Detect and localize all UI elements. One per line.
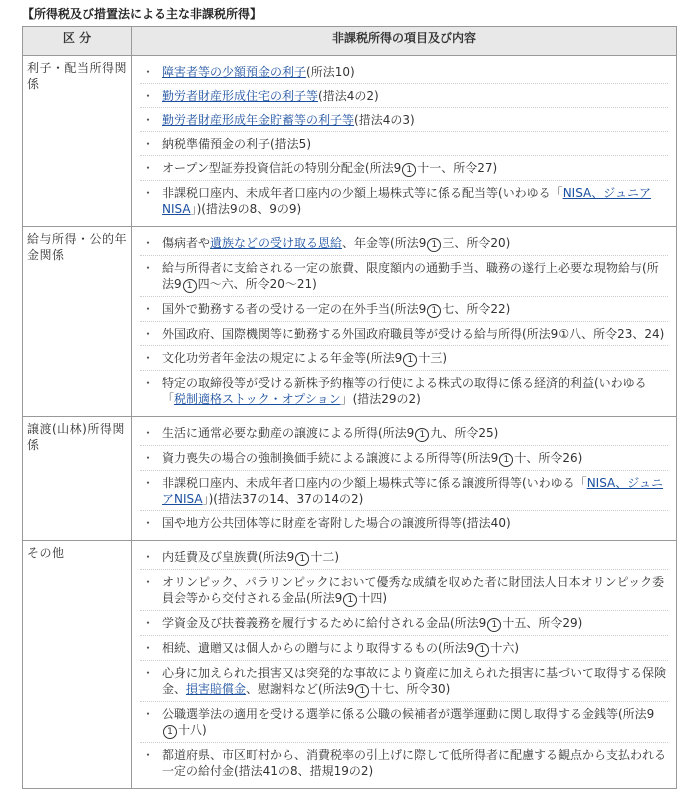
- table-row: [23, 541, 677, 789]
- list-item: [140, 615, 668, 636]
- bullet-icon: ・: [142, 707, 155, 721]
- item-text: 心身に加えられた損害又は突発的な事故により資産に加えられた損害に基づいて取得する保険金、: [162, 666, 667, 696]
- bullet-icon: ・: [142, 302, 155, 316]
- circled-number: 1: [403, 353, 417, 367]
- item-text: 」(措法29の2): [340, 392, 421, 406]
- list-item: [140, 136, 668, 156]
- list-item: [140, 260, 668, 297]
- category-cell: 利子・配当所得関係: [23, 56, 132, 227]
- bullet-icon: ・: [142, 616, 155, 630]
- item-list: [140, 549, 668, 782]
- list-item: [140, 747, 668, 782]
- table-body: [23, 56, 677, 789]
- item-text: 十七、所令30): [370, 682, 451, 696]
- bullet-icon: ・: [142, 748, 155, 762]
- list-item: [140, 350, 668, 371]
- item-text: 給与所得者に支給される一定の旅費、限度額内の通勤手当、職務の遂行上必要な現物給与(所法9: [162, 261, 659, 291]
- circled-number: 1: [415, 428, 429, 442]
- table-row: [23, 56, 677, 227]
- circled-number: 1: [499, 453, 513, 467]
- item-text: 内廷費及び皇族費(所法9: [162, 550, 295, 564]
- bullet-icon: ・: [142, 476, 155, 490]
- item-text: 七、所令22): [442, 302, 511, 316]
- item-text: 十一、所令27): [417, 161, 498, 175]
- bullet-icon: ・: [142, 89, 155, 103]
- item-text: (所法10): [306, 65, 355, 79]
- circled-number: 1: [355, 684, 369, 698]
- item-text: 十四): [358, 591, 388, 605]
- bullet-icon: ・: [142, 666, 155, 680]
- item-text: 十二): [310, 550, 340, 564]
- item-text: 傷病者や: [162, 236, 211, 250]
- circled-number: 1: [402, 163, 416, 177]
- item-text: 十三): [418, 351, 448, 365]
- bullet-icon: ・: [142, 261, 155, 275]
- item-text: 十八): [178, 723, 207, 737]
- document-title: 【所得税及び措置法による主な非課税所得】: [22, 7, 263, 21]
- list-item: [140, 640, 668, 661]
- bullet-icon: ・: [142, 236, 155, 250]
- item-text: 資力喪失の場合の強制換価手続による譲渡による所得等(所法9: [162, 451, 499, 465]
- item-text: 十五、所令29): [502, 616, 583, 630]
- bullet-icon: ・: [142, 351, 155, 365]
- bullet-icon: ・: [142, 641, 155, 655]
- item-text: 」)(措法37の14、37の14の2): [202, 492, 364, 506]
- circled-number: 1: [427, 238, 441, 252]
- item-text: 学資金及び扶養義務を履行するために給付される金品(所法9: [162, 616, 487, 630]
- item-text: 、慰謝料など(所法9: [246, 682, 355, 696]
- circled-number: 1: [487, 618, 501, 632]
- item-text: 特定の取締役等が受ける新株予約権等の行使による株式の取得に係る経済的利益(いわゆる「: [162, 376, 647, 406]
- bullet-icon: ・: [142, 575, 155, 589]
- header-category: 区 分: [23, 27, 132, 56]
- category-cell: 給与所得・公的年金関係: [23, 227, 132, 417]
- item-text: 三、所令20): [442, 236, 511, 250]
- table-header-row: [23, 27, 677, 56]
- item-link[interactable]: 税制適格ストック・オプション: [174, 392, 341, 406]
- item-text: 外国政府、国際機関等に勤務する外国政府職員等が受ける給与所得(所法9①八、所令23、24): [162, 327, 665, 341]
- list-item: [140, 301, 668, 322]
- bullet-icon: ・: [142, 550, 155, 564]
- item-text: 九、所令25): [430, 426, 499, 440]
- item-text: (措法4の3): [354, 113, 415, 127]
- item-link[interactable]: 勤労者財産形成年金貯蓄等の利子等: [162, 113, 355, 127]
- item-text: 十六): [490, 641, 520, 655]
- item-text: (措法4の2): [318, 89, 379, 103]
- bullet-icon: ・: [142, 451, 155, 465]
- list-item: [140, 574, 668, 611]
- bullet-icon: ・: [142, 376, 155, 390]
- items-cell: [132, 541, 677, 789]
- table-row: [23, 227, 677, 417]
- list-item: [140, 235, 668, 256]
- circled-number: 1: [295, 552, 309, 566]
- bullet-icon: ・: [142, 65, 155, 79]
- items-cell: [132, 56, 677, 227]
- item-list: [140, 425, 668, 534]
- list-item: [140, 665, 668, 702]
- tax-exempt-table: [22, 26, 677, 789]
- item-list: [140, 235, 668, 410]
- circled-number: 1: [475, 643, 489, 657]
- list-item: [140, 160, 668, 181]
- item-text: 国や地方公共団体等に財産を寄附した場合の譲渡所得等(措法40): [162, 516, 511, 530]
- item-text: 納税準備預金の利子(措法5): [162, 137, 311, 151]
- header-items: 非課税所得の項目及び内容: [132, 27, 677, 56]
- item-text: 国外で勤務する者の受ける一定の在外手当(所法9: [162, 302, 427, 316]
- bullet-icon: ・: [142, 113, 155, 127]
- item-text: 四～六、所令20～21): [197, 277, 317, 291]
- bullet-icon: ・: [142, 186, 155, 200]
- circled-number: 1: [163, 725, 177, 739]
- list-item: [140, 88, 668, 108]
- bullet-icon: ・: [142, 137, 155, 151]
- item-text: 文化功労者年金法の規定による年金等(所法9: [162, 351, 403, 365]
- item-text: 非課税口座内、未成年者口座内の少額上場株式等に係る配当等(いわゆる「: [162, 186, 563, 200]
- circled-number: 1: [183, 279, 197, 293]
- item-text: 十、所令26): [514, 451, 583, 465]
- item-link[interactable]: NISA、ジュニアNISA: [162, 476, 664, 506]
- list-item: [140, 64, 668, 84]
- item-list: [140, 64, 668, 220]
- item-text: 生活に通常必要な動産の譲渡による所得(所法9: [162, 426, 415, 440]
- items-cell: [132, 227, 677, 417]
- item-link[interactable]: 勤労者財産形成住宅の利子等: [162, 89, 319, 103]
- bullet-icon: ・: [142, 327, 155, 341]
- item-text: オープン型証券投資信託の特別分配金(所法9: [162, 161, 402, 175]
- item-link[interactable]: 損害賠償金: [186, 682, 247, 696]
- item-text: 公職選挙法の適用を受ける選挙に係る公職の候補者が選挙運動に関し取得する金銭等(所法9: [162, 707, 655, 721]
- item-text: オリンピック、パラリンピックにおいて優秀な成績を収めた者に財団法人日本オリンピック委員会等から交付される金品(所法9: [162, 575, 665, 605]
- circled-number: 1: [343, 593, 357, 607]
- category-cell: 譲渡(山林)所得関係: [23, 417, 132, 541]
- table-row: [23, 417, 677, 541]
- circled-number: 1: [427, 304, 441, 318]
- list-item: [140, 326, 668, 346]
- bullet-icon: ・: [142, 516, 155, 530]
- list-item: [140, 185, 668, 220]
- items-cell: [132, 417, 677, 541]
- item-text: 都道府県、市区町村から、消費税率の引上げに際して低所得者に配慮する観点から支払われる一定の給付金(措法41の8、措規19の2): [162, 748, 667, 778]
- list-item: [140, 450, 668, 471]
- list-item: [140, 475, 668, 511]
- list-item: [140, 425, 668, 446]
- document: [22, 6, 677, 789]
- item-text: 、年金等(所法9: [342, 236, 427, 250]
- item-link[interactable]: 障害者等の少額預金の利子: [162, 65, 307, 79]
- list-item: [140, 112, 668, 132]
- list-item: [140, 515, 668, 534]
- item-text: 非課税口座内、未成年者口座内の少額上場株式等に係る譲渡所得等(いわゆる「: [162, 476, 587, 490]
- bullet-icon: ・: [142, 426, 155, 440]
- bullet-icon: ・: [142, 161, 155, 175]
- list-item: [140, 549, 668, 570]
- item-link[interactable]: 遺族などの受け取る恩給: [210, 236, 343, 250]
- item-text: 」)(措法9の8、9の9): [190, 202, 302, 216]
- category-cell: その他: [23, 541, 132, 789]
- list-item: [140, 375, 668, 410]
- list-item: [140, 706, 668, 743]
- item-link[interactable]: NISA、ジュニアNISA: [162, 186, 652, 216]
- item-text: 相続、遺贈又は個人からの贈与により取得するもの(所法9: [162, 641, 475, 655]
